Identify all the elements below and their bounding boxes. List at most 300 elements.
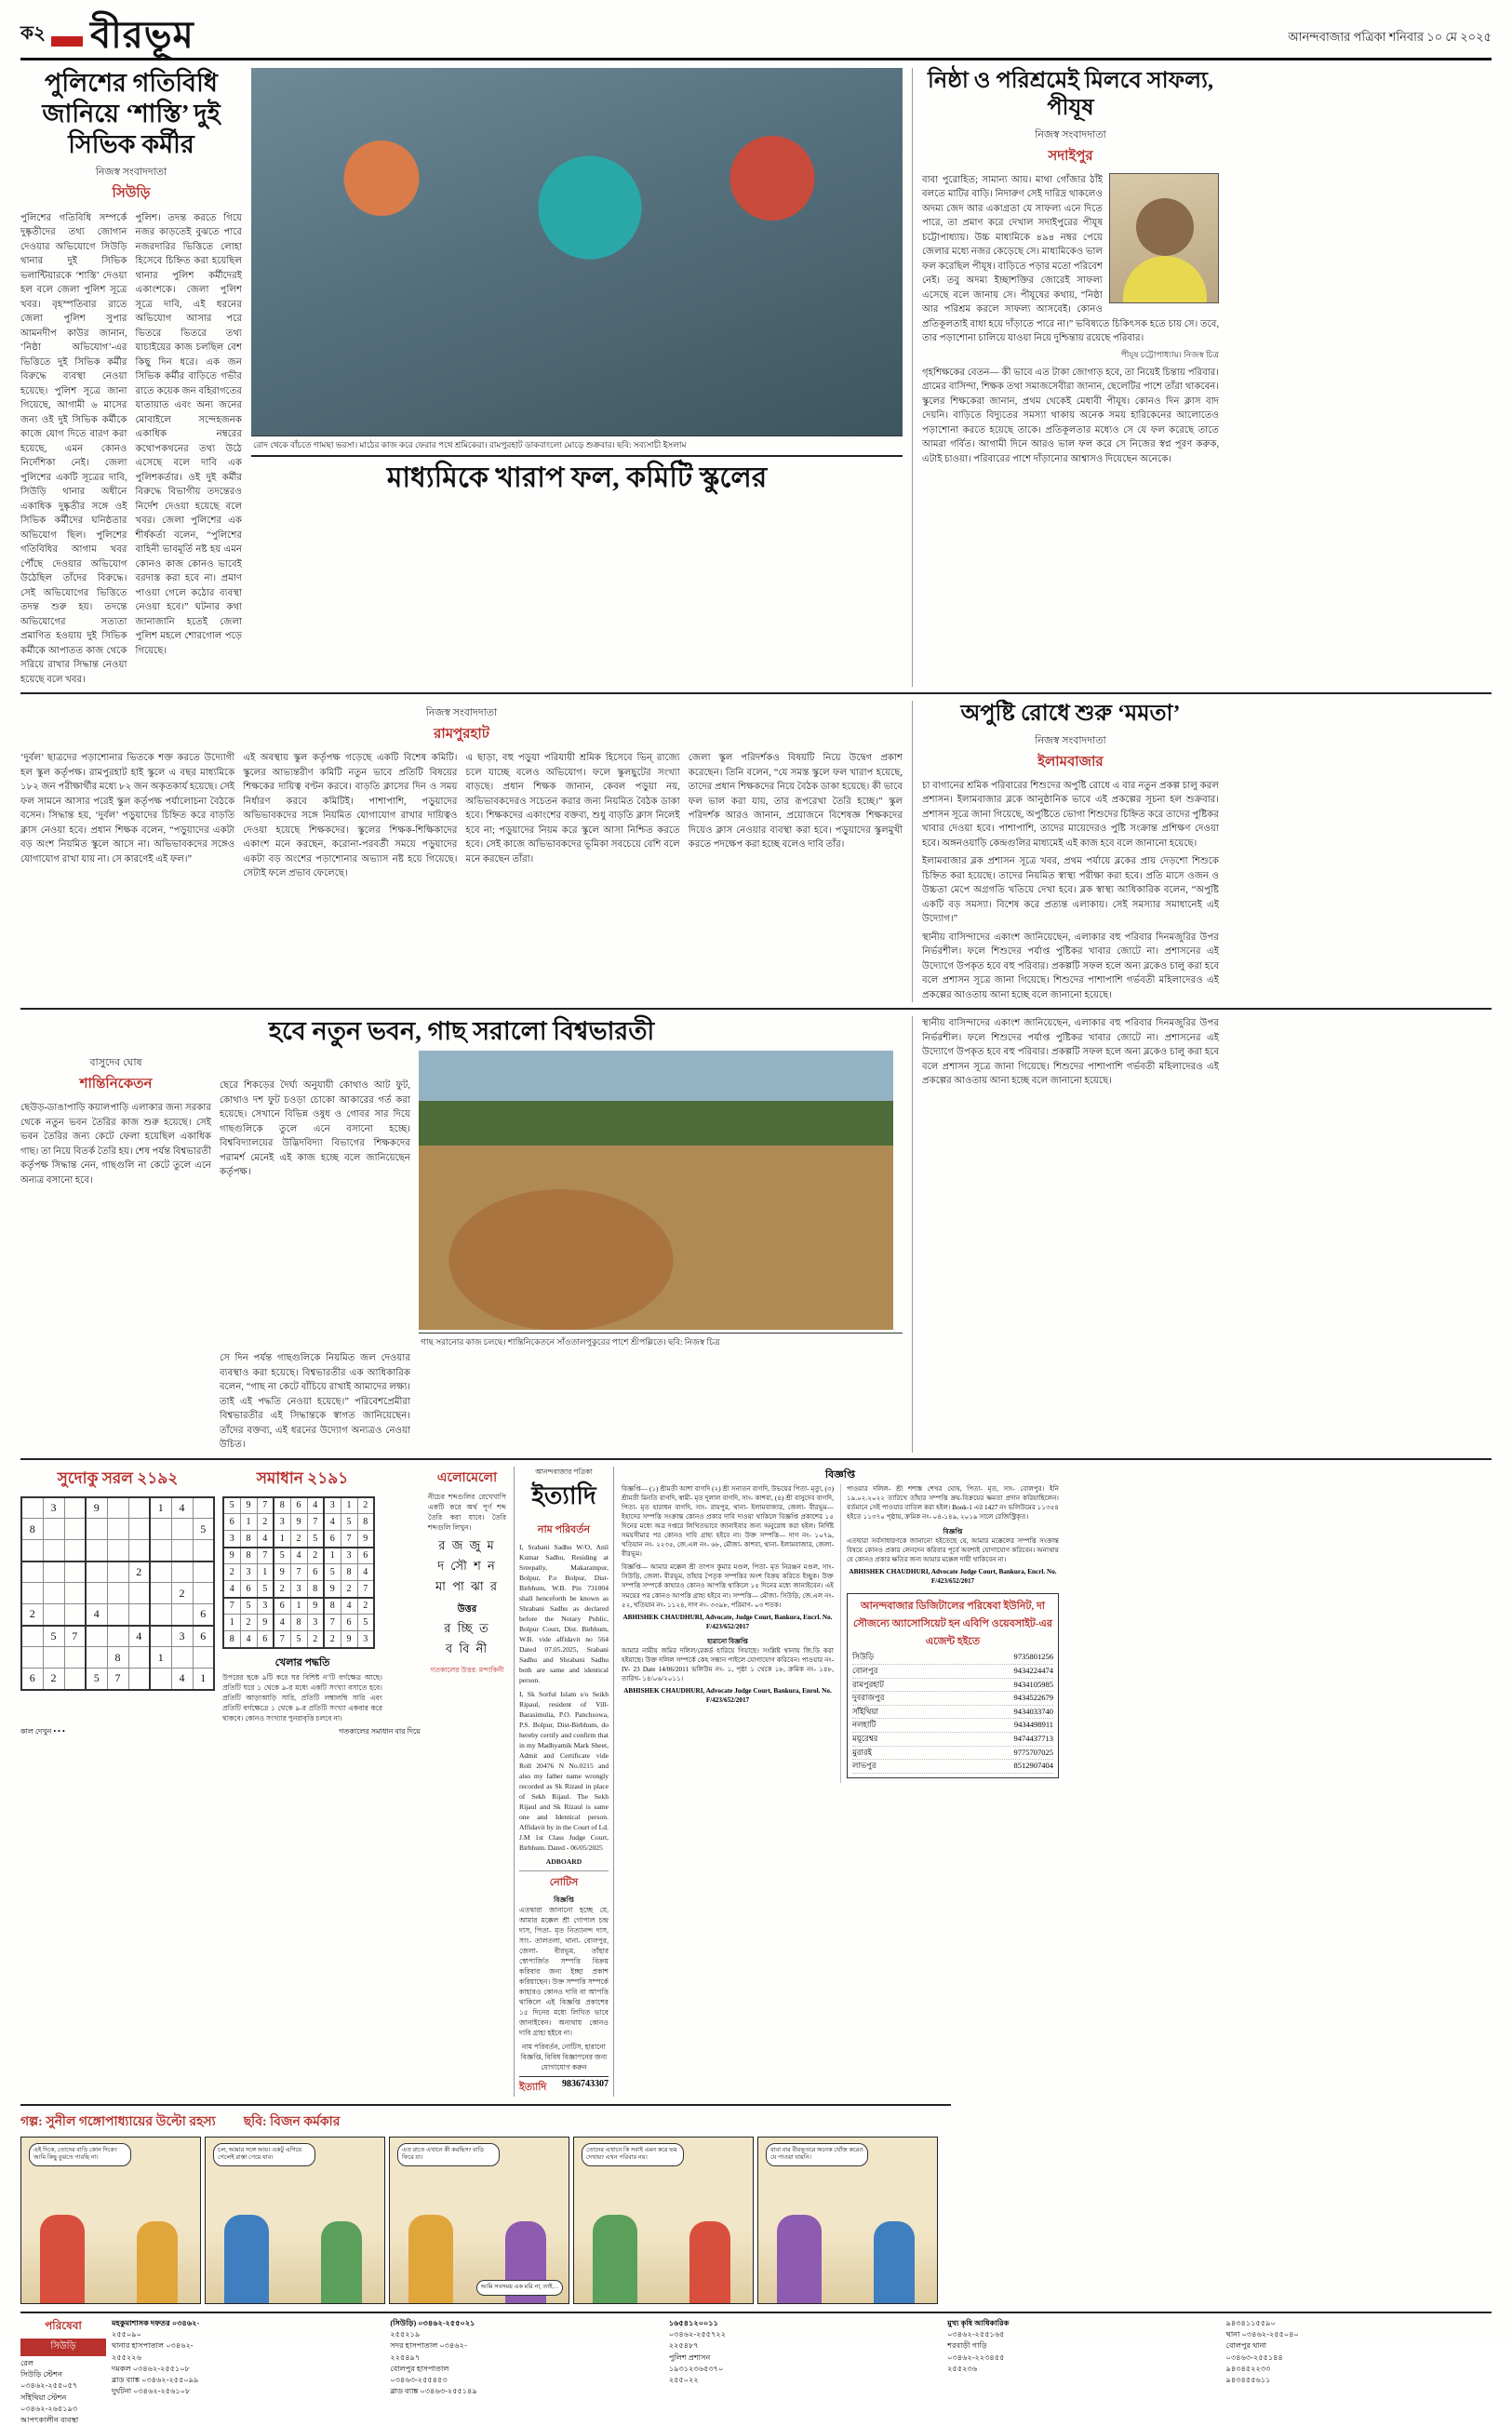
comic-figure [408, 2215, 453, 2303]
sudoku-cell[interactable] [64, 1669, 86, 1690]
sudoku-cell[interactable]: 2 [307, 1548, 324, 1564]
sudoku-cell[interactable] [43, 1647, 64, 1669]
service-line: ০৩৪৬২-২৫৫৭২২ [668, 2329, 727, 2339]
comic-panel [757, 2137, 938, 2304]
visva-col-2: ছেরে শিকড়ের দৈর্ঘ্য অনুযায়ী কোথাও আট ফুট, কোথাও দশ ফুট চওড়া চোকো আকারের গর্ত করা হয়েছে। সেখানে বিভিন্ন ওষুধ ও গোবর সার দিয়ে গাছগুলিকে তুলে এনে বসানো হচ্ছে। বিশ্ববিদ্যালয়ের উদ্ভিদবিদ্যা বিভাগের শিক্ষকদের পরামর্শ মেনেই এই কাজ হচ্ছে বলে জানিয়েছেন কর্তৃপক্ষ। [220, 1080, 410, 1178]
sudoku-cell[interactable]: 7 [341, 1531, 357, 1548]
sudoku-cell[interactable]: 4 [86, 1604, 107, 1626]
sudoku-cell[interactable]: 2 [274, 1581, 290, 1598]
sudoku-cell[interactable]: 1 [240, 1514, 257, 1531]
sudoku-cell[interactable] [171, 1519, 193, 1540]
pius-col-2: গৃহশিক্ষকের বেতন— কী ভাবে এত টাকা জোগাড় হবে, তা নিয়েই চিন্তায় পরিবার। গ্রামের বাসিন্দা, শিক্ষক তথা সমাজসেবীরা জানান, ছেলেটির পাশে তাঁরা থাকবেন। স্কুলের শিক্ষকেরা জানান, প্রথম থেকেই মেধাবী পীযূষ। কোনও দিন ক্লাস বাদ দেয়নি। বাড়িতে বিদ্যুতের সমস্যা থাকায় অনেক সময় হারিকেনের আলোতেও পড়াশোনা করতে হয়েছে তাকে। প্রতিকূলতার মধ্যেও সে যে ফল করেছে তাতে আমরা গর্বিত। আগামী দিনে আরও ভাল ফল করে সে নিজের স্বপ্ন পূরণ করুক, এটাই চাওয়া। পরিবারের পাশে দাঁড়ানোর আশ্বাসও দিয়েছেন অনেকে। [922, 367, 1219, 464]
sudoku-cell[interactable] [107, 1540, 128, 1561]
job-ad-place: নলহাটি [852, 1720, 876, 1730]
job-ad-phone[interactable]: 9434033740 [1013, 1706, 1053, 1716]
sudoku-cell[interactable] [21, 1583, 43, 1604]
sudoku-cell[interactable]: 3 [290, 1581, 307, 1598]
sudoku-row [223, 1615, 374, 1631]
service-line: ২২৫৪৮৭ [668, 2341, 699, 2351]
sudoku-row [223, 1631, 374, 1648]
sudoku-cell[interactable] [43, 1540, 64, 1561]
service-line: ১৯৩১২৩৬৫৩৭০ [668, 2364, 724, 2373]
job-ad-place: মুরারই [852, 1747, 872, 1757]
job-ad-row[interactable] [852, 1719, 1053, 1733]
sudoku-cell[interactable] [64, 1519, 86, 1540]
sudoku-cell[interactable] [171, 1604, 193, 1626]
sudoku-cell[interactable]: 6 [274, 1598, 290, 1615]
sudoku-cell[interactable] [150, 1669, 171, 1690]
sudoku-cell[interactable]: 5 [307, 1531, 324, 1548]
sudoku-cell[interactable]: 4 [341, 1598, 357, 1615]
service-column-head: মহকুমাশাসক দফতর ০৩৪৬২- [112, 2318, 200, 2327]
sudoku-cell[interactable]: 6 [223, 1514, 240, 1531]
sudoku-cell[interactable]: 7 [307, 1514, 324, 1531]
sudoku-cell[interactable]: 2 [357, 1598, 374, 1615]
sudoku-cell[interactable] [107, 1519, 128, 1540]
sudoku-cell[interactable]: 6 [290, 1497, 307, 1514]
sudoku-cell[interactable] [86, 1540, 107, 1561]
sudoku-cell[interactable]: 7 [324, 1615, 341, 1631]
job-ad-phone[interactable]: 8512907404 [1013, 1761, 1053, 1771]
job-ad-list[interactable] [852, 1651, 1053, 1773]
sudoku-cell[interactable]: 3 [223, 1531, 240, 1548]
comic-story-label: গল্প: সুনীল গঙ্গোপাধ্যায়ের উল্টো রহস্য [20, 2114, 216, 2129]
third-right-filler [912, 1016, 1219, 1453]
sudoku-cell[interactable]: 4 [257, 1531, 274, 1548]
sudoku-cell[interactable]: 1 [150, 1647, 171, 1669]
madhyamik-col-2: এই অবস্থায় স্কুল কর্তৃপক্ষ গড়েছে একটি বিশেষ কমিটি। স্কুলের আভ্যন্তরীণ কমিটি নতুন ভাবে প্রতিটি বিষয়ের শিক্ষকের দায়িত্ব বণ্টন করবে। বাড়তি ক্লাসের দিন ও সময় নির্ধারণ করবে কমিটিই। পাশাপাশি, পড়ুয়াদের অভিভাবকদের সঙ্গে নিয়মিত যোগাযোগ রাখার দায়িত্বও দেওয়া হয়েছে শিক্ষকদের। স্কুলের শিক্ষক-শিক্ষিকাদের একাংশ মনে করছেন, করোনা-পরবর্তী সময়ে পড়ুয়াদের একটা বড় অংশের পড়াশোনার অভ্যাস নষ্ট হয়ে গিয়েছে। সেটাই ফলে প্রভাব ফেলেছে। [243, 753, 458, 879]
police-byline: নিজস্ব সংবাদদাতা [95, 166, 167, 178]
service-line: থানার হাসপাতাল ০৩৪৬২- [112, 2341, 194, 2351]
ityadi-block [514, 1467, 614, 2097]
job-ad-row[interactable] [852, 1747, 1053, 1761]
sudoku-cell[interactable]: 9 [307, 1598, 324, 1615]
visva-photo-caption: গাছ সরানোর কাজ চলছে। শান্তিনিকেতনে সাঁওতালপুকুরের পাশে শ্রীপল্লিতে। ছবি: নিজস্ব চিত্র [419, 1333, 903, 1347]
sudoku-cell[interactable]: 8 [307, 1581, 324, 1598]
sudoku-cell[interactable]: 9 [357, 1531, 374, 1548]
sudoku-cell[interactable] [150, 1604, 171, 1626]
sudoku-cell[interactable]: 5 [357, 1615, 374, 1631]
story-pius [912, 68, 1219, 687]
sudoku-cell[interactable]: 8 [357, 1514, 374, 1531]
sudoku-row [223, 1564, 374, 1581]
sudoku-cell[interactable]: 7 [107, 1669, 128, 1690]
job-ad-place: সিউড়ি [852, 1652, 875, 1662]
bottom-section [20, 1467, 1492, 2097]
rules-text: উপরের ছকে ৯টি করে ঘর বিশিষ্ট ন’টি বর্গক্ষেত্র আছে। প্রতিটি ঘরে ১ থেকে ৯-র মধ্যে একটি সংখ্যা বসাতে হবে। প্রতিটি আড়াআড়ি সারি, প্রতিটি লম্বালম্বি সারি এবং প্রতিটি বর্গক্ষেত্রে ১ থেকে ৯-র প্রতিটি সংখ্যা একবার করে থাকবে। কোনও সংখ্যার পুনরাবৃত্তি চলবে না। [222, 1672, 382, 1722]
sudoku-cell[interactable] [171, 1561, 193, 1583]
sudoku-cell[interactable]: 4 [171, 1669, 193, 1690]
sudoku-cell[interactable]: 4 [290, 1548, 307, 1564]
sudoku-cell[interactable]: 4 [240, 1631, 257, 1648]
sudoku-cell[interactable]: 3 [43, 1497, 64, 1519]
sudoku-cell[interactable]: 6 [193, 1604, 214, 1626]
job-ad-phone[interactable]: 9474437713 [1013, 1734, 1053, 1743]
sudoku-cell[interactable]: 4 [274, 1615, 290, 1631]
sudoku-cell[interactable]: 6 [307, 1564, 324, 1581]
notice-advocate-2: ABHISHEK CHAUDHURI, Advocate Judge Court, Bankura, Enrol. No. F/423/652/2017 [623, 1687, 832, 1705]
sudoku-cell[interactable]: 2 [257, 1514, 274, 1531]
sudoku-cell[interactable] [64, 1647, 86, 1669]
sudoku-cell[interactable]: 2 [171, 1583, 193, 1604]
sudoku-cell[interactable]: 5 [86, 1669, 107, 1690]
sudoku-cell[interactable]: 5 [43, 1626, 64, 1647]
comic-figure [321, 2221, 362, 2303]
sudoku-cell[interactable]: 2 [21, 1604, 43, 1626]
job-ad-row[interactable] [852, 1665, 1053, 1679]
job-ad-phone[interactable]: 9735801256 [1013, 1652, 1053, 1662]
elomelo-word: র জ জু ম [438, 1537, 496, 1552]
masthead-title: বীরভূম [90, 14, 194, 56]
page-number: ক২ [20, 23, 46, 44]
sudoku-cell[interactable] [43, 1604, 64, 1626]
job-ad-phone[interactable]: 9434498911 [1013, 1720, 1053, 1730]
sudoku-cell[interactable]: 8 [240, 1548, 257, 1564]
sudoku-cell[interactable]: 5 [223, 1497, 240, 1514]
sudoku-cell[interactable]: 4 [307, 1497, 324, 1514]
service-line: ০৩৪৬২-২২৩৪৫৫ [947, 2352, 1005, 2362]
sudoku-row [21, 1626, 214, 1647]
service-line: সদর হাসপাতাল ০৩৪৬২- [390, 2341, 467, 2351]
job-ad-row[interactable] [852, 1679, 1053, 1693]
service-line: ০৩৪৬৩-২৫৫৪৫৩ [390, 2376, 448, 2385]
mid-section [20, 701, 1492, 1010]
sudoku-cell[interactable]: 3 [257, 1598, 274, 1615]
sudoku-cell[interactable] [128, 1604, 150, 1626]
sudoku-cell[interactable]: 5 [290, 1631, 307, 1648]
ityadi-notice: I, Srabani Sadhu W/O, Anil Kumar Sadhu, Residing at Sreepally, Makarampur, Bolpur, P.o Bolpur, Dist- Birbhum, W.B. Pin 731004 shall henceforth be known as Shrabani Sadhu as declared before the Notary Public, Bolpur Court, Dist. Birbhum, W.B. vide affidavit no 564 Dated 07.05.2025, Srabani Sadhu and Shrabani Sadhu both are same and identical person. [519, 1542, 609, 1684]
sudoku-cell[interactable]: 9 [274, 1564, 290, 1581]
job-ad-place: সাঁইথিয়া [852, 1706, 878, 1716]
service-column [947, 2318, 1212, 2426]
sudoku-cell[interactable]: 8 [290, 1615, 307, 1631]
sudoku-cell[interactable]: 3 [324, 1497, 341, 1514]
sudoku-cell[interactable]: 6 [240, 1581, 257, 1598]
sudoku-cell[interactable]: 2 [290, 1531, 307, 1548]
sudoku-cell[interactable]: 6 [357, 1548, 374, 1564]
police-headline: পুলিশের গতিবিধি জানিয়ে ‘শাস্তি’ দুই সিভিক কর্মীর [42, 69, 221, 158]
sudoku-cell[interactable] [86, 1583, 107, 1604]
ityadi-section2-title: নোটিস [519, 1870, 609, 1892]
comic-panel [20, 2137, 201, 2304]
masthead [20, 14, 1492, 60]
sudoku-cell[interactable] [107, 1561, 128, 1583]
sudoku-cell[interactable]: 1 [223, 1615, 240, 1631]
comic-strip [20, 2137, 951, 2304]
ityadi-section1-title: নাম পরিবর্তন [537, 1523, 591, 1535]
comic-panel [573, 2137, 754, 2304]
service-column-head: মুখ্য কৃষি আধিকারিক [947, 2318, 1010, 2327]
sudoku-cell[interactable] [86, 1647, 107, 1669]
sudoku-cell[interactable]: 6 [193, 1626, 214, 1647]
service-column [1226, 2318, 1492, 2426]
sudoku-cell[interactable] [193, 1583, 214, 1604]
madhyamik-headline: মাধ্যমিকে খারাপ ফল, কমিটি স্কুলের [386, 462, 768, 494]
service-line: ২২৫৪৯৭ [390, 2352, 421, 2362]
job-ad-row[interactable] [852, 1651, 1053, 1665]
service-col-0-line: সিউড়ি স্টেশন ০৩৪৬২-২৫৫০৫৭ [20, 2369, 78, 2391]
sudoku-cell[interactable]: 1 [290, 1598, 307, 1615]
sudoku-cell[interactable] [150, 1561, 171, 1583]
sudoku-cell[interactable]: 4 [324, 1514, 341, 1531]
sudoku-cell[interactable] [107, 1497, 128, 1519]
sudoku-cell[interactable]: 3 [341, 1548, 357, 1564]
sudoku-cell[interactable] [43, 1519, 64, 1540]
notices-block [622, 1467, 1059, 2097]
service-line: ২৫৫২২৬ [112, 2352, 141, 2362]
sudoku-cell[interactable] [21, 1626, 43, 1647]
sudoku-cell[interactable]: 4 [128, 1626, 150, 1647]
sudoku-cell[interactable]: 5 [324, 1564, 341, 1581]
sudoku-cell[interactable]: 3 [274, 1514, 290, 1531]
sudoku-cell[interactable] [128, 1647, 150, 1669]
sudoku-cell[interactable]: 2 [324, 1631, 341, 1648]
ityadi-title: ইত্যাদি [531, 1481, 596, 1509]
masthead-date: আনন্দবাজার পত্রিকা শনিবার ১০ মে ২০২৫ [1288, 30, 1492, 44]
comic-panel [205, 2137, 385, 2304]
pius-place: সদাইপুর [1048, 148, 1093, 164]
sudoku-cell[interactable]: 3 [171, 1626, 193, 1647]
sudoku-cell[interactable] [86, 1626, 107, 1647]
elomelo-answers-title: উত্তর [457, 1603, 477, 1615]
sudoku-cell[interactable]: 8 [341, 1564, 357, 1581]
sudoku-cell[interactable]: 9 [86, 1497, 107, 1519]
sudoku-row [223, 1548, 374, 1564]
sudoku-row [21, 1583, 214, 1604]
sudoku-cell[interactable] [128, 1669, 150, 1690]
service-line: ২৫৫২১৯ [390, 2329, 421, 2339]
visva-byline: বাসুদেব ঘোষ [89, 1057, 142, 1069]
sudoku-cell[interactable]: 6 [21, 1669, 43, 1690]
service-line: ২৫৫২৩৬ [947, 2364, 978, 2373]
sudoku-row [223, 1497, 374, 1514]
sudoku-cell[interactable] [107, 1604, 128, 1626]
sudoku-cell[interactable]: 2 [223, 1564, 240, 1581]
comic-figure [40, 2215, 85, 2303]
elomelo-title: এলোমেলো [436, 1470, 498, 1485]
job-ad-row[interactable] [852, 1760, 1053, 1774]
sudoku-cell[interactable]: 8 [223, 1631, 240, 1648]
sudoku-cell[interactable]: 3 [357, 1631, 374, 1648]
pius-headline: নিষ্ঠা ও পরিশ্রমেই মিলবে সাফল্য, পীযূষ [928, 69, 1213, 121]
sudoku-cell[interactable] [193, 1540, 214, 1561]
story-police [20, 68, 242, 687]
sudoku-cell[interactable] [193, 1647, 214, 1669]
ityadi-footer-label: ইত্যাদি [519, 2081, 547, 2093]
service-column-head: ১৬৫৪১২০০১১ [668, 2318, 718, 2327]
sudoku-cell[interactable] [150, 1540, 171, 1561]
sudoku-cell[interactable]: 8 [21, 1519, 43, 1540]
police-place: সিউড়ি [112, 185, 151, 201]
sudoku-cell[interactable] [64, 1561, 86, 1583]
sudoku-cell[interactable]: 9 [257, 1615, 274, 1631]
sudoku-cell[interactable] [86, 1519, 107, 1540]
sudoku-row [21, 1647, 214, 1669]
pius-byline: নিজস্ব সংবাদদাতা [1035, 128, 1106, 141]
mamata-byline: নিজস্ব সংবাদদাতা [1035, 734, 1106, 746]
sudoku-cell[interactable] [150, 1519, 171, 1540]
main-photo [251, 68, 903, 436]
sudoku-cell[interactable]: 1 [324, 1548, 341, 1564]
sudoku-cell[interactable] [107, 1626, 128, 1647]
visva-place: শান্তিনিকেতন [79, 1077, 153, 1092]
service-column [669, 2318, 934, 2426]
sudoku-cell[interactable]: 9 [240, 1497, 257, 1514]
sudoku-cell[interactable] [21, 1497, 43, 1519]
service-col-0-line: সাঁইথিয়া স্টেশন ০৩৪৬২-২৬৫১৯৩ [20, 2392, 78, 2413]
sudoku-cell[interactable]: 9 [290, 1514, 307, 1531]
madhyamik-col-4: জেলা স্কুল পরিদর্শকও বিষয়টি নিয়ে উদ্বেগ প্রকাশ করেছেন। তিনি বলেন, “যে সমস্ত স্কুলে ফল খারাপ হয়েছে, তাদের প্রধান শিক্ষকদের নিয়ে বৈঠক ডাকা হয়েছে। কী ভাবে ফল ভাল করা যায়, তার রূপরেখা তৈরি হচ্ছে।” স্কুল পরিদর্শক আরও জানান, প্রয়োজনে বিশেষজ্ঞ শিক্ষকদের দিয়েও ক্লাস নেওয়ার ব্যবস্থা করা হবে। পড়ুয়াদের স্কুলমুখী করতে পদক্ষেপ করা হচ্ছে বলেও দাবি তাঁর। [688, 753, 903, 851]
service-line: ৯৪৩৪৫২২৩৩ [1225, 2364, 1271, 2373]
sudoku-cell[interactable]: 1 [274, 1531, 290, 1548]
sudoku-cell[interactable]: 1 [150, 1497, 171, 1519]
sudoku-row [223, 1581, 374, 1598]
sudoku-cell[interactable] [64, 1540, 86, 1561]
notices-title: বিজ্ঞপ্তি [825, 1468, 855, 1481]
ityadi-section2-sub: বিজ্ঞপ্তি [553, 1895, 575, 1904]
police-col-2: পুলিশ। তদন্ত করতে গিয়ে নজর কাড়তেই বুঝতে পারে নজরদারির ভিত্তিতে লোহা হিসেবে চিহ্নিত করা হয়েছিল থানার পুলিশ কর্মীদেরই একাংশকে। জেলা পুলিশ সূত্রে দাবি, এই ধরনের অভিযোগ আসার পরে ভিতরে ভিতরে তথ্য যাচাইয়ের কাজ চলছিল বেশ কিছু দিন ধরে। এক জন সিভিক কর্মীর বাড়িতে গভীর রাতে কয়েক জন বহিরাগতের যাতায়াত এবং অন্য জনের মোবাইলে সন্দেহজনক একাধিক নম্বরের কথোপকথনের তথ্য উঠে এসেছে বলে দাবি এক পুলিশকর্তার। ওই দুই কর্মীর বিরুদ্ধে বিভাগীয় তদন্তেরও নির্দেশ দেওয়া হয়েছে বলে খবর। জেলা পুলিশের এক শীর্ষকর্তা বলেন, “পুলিশের বাহিনী ভাবমূর্তি নষ্ট হয় এমন কোনও কাজ কোনও ভাবেই বরদাস্ত করা হবে না। প্রমাণ পাওয়া গেলে কঠোর ব্যবস্থা নেওয়া হবে।” ঘটনার কথা জানাজানি হতেই জেলা পুলিশ মহলে শোরগোল পড়ে গিয়েছে। [135, 212, 242, 656]
service-line: ২৫৫০৯০ [112, 2329, 141, 2339]
job-ad-phone[interactable]: 9434224474 [1013, 1666, 1053, 1676]
sudoku-cell[interactable]: 6 [341, 1615, 357, 1631]
comic-figure [874, 2221, 915, 2303]
sudoku-row [223, 1531, 374, 1548]
sudoku-cell[interactable] [193, 1497, 214, 1519]
sudoku-cell[interactable]: 4 [223, 1581, 240, 1598]
sudoku-cell[interactable]: 7 [257, 1548, 274, 1564]
sudoku-cell[interactable]: 4 [357, 1564, 374, 1581]
job-ad-phone[interactable]: 9434105985 [1013, 1679, 1053, 1689]
mamata-col-2: ইলামবাজার ব্লক প্রশাসন সূত্রে খবর, প্রথম পর্যায়ে ব্লকের প্রায় দেড়শো শিশুকে চিহ্নিত করা হয়েছে। তাদের নিয়মিত স্বাস্থ্য পরীক্ষা করা হবে। প্রতি মাসে ওজন ও উচ্চতা মেপে অগ্রগতি খতিয়ে দেখা হবে। ব্লক স্বাস্থ্য আধিকারিক বলেন, “অপুষ্টি একটি বড় সমস্যা। বিশেষ করে প্রত্যন্ত এলাকায়। সেই সমস্যার সমাধানেই এই উদ্যোগ।” [922, 856, 1219, 925]
sudoku-cell[interactable] [21, 1561, 43, 1583]
sudoku-cell[interactable]: 9 [341, 1631, 357, 1648]
sudoku-cell[interactable] [128, 1583, 150, 1604]
sudoku-cell[interactable] [150, 1583, 171, 1604]
service-line: থানা ০৩৪৬২-২৫৫০৪০ [1225, 2329, 1299, 2339]
mamata-col-3: স্থানীয় বাসিন্দাদের একাংশ জানিয়েছেন, এলাকার বহু পরিবার দিনমজুরির উপর নির্ভরশীল। ফলে শিশুদের পর্যাপ্ত পুষ্টিকর খাবার জোটে না। প্রশাসনের এই উদ্যোগে উপকৃত হবে বহু পরিবার। প্রকল্পটি সফল হলে অন্য ব্লকেও চালু করা হবে বলে প্রশাসন সূত্রে জানা গিয়েছে। শিশুদের পাশাপাশি গর্ভবতী মহিলাদেরও এই প্রকল্পের আওতায় আনা হচ্ছে বলে জানানো হয়েছে। [922, 932, 1219, 1000]
comic-figure [137, 2221, 178, 2303]
sudoku-cell[interactable]: 8 [107, 1647, 128, 1669]
sudoku-cell[interactable]: 2 [43, 1669, 64, 1690]
sudoku-cell[interactable]: 5 [341, 1514, 357, 1531]
comic-speech-bubble: তোদের এখানে কি সবাই এমন করে ভয় দেখায়? এখন পরিবার নয়। [582, 2143, 684, 2166]
sudoku-cell[interactable]: 9 [223, 1548, 240, 1564]
pius-photo-caption: পীযূষ চট্টোপাধ্যায়। নিজস্ব চিত্র [1120, 349, 1219, 359]
service-footer [20, 2312, 1492, 2426]
sudoku-row [223, 1598, 374, 1615]
job-ad-row[interactable] [852, 1706, 1053, 1720]
notice-col-1: বিজ্ঞপ্তি— (১) শ্রীমতী আশা বাগদি (২) শ্রী সনাতন বাগদি, উভয়ের পিতা- মৃত্যু, (৩) শ্রীমতী মিনতি বাগদি, স্বামী- মৃত দুলাল বাগদি, সাং- কাশবা, (৪) শ্রী বাসুদেব বাগদি, পিতা- মৃত হারাধন বাগদি, সাং- রায়পুর, থানা- ইলামবাজার, জেলা- বীরভূম— ইহাদের সম্পত্তি সংক্রান্ত কোনও প্রকার দাবি দাওয়া থাকিলে বিজ্ঞপ্তি প্রকাশের ১৫ দিনের মধ্যে অত্র দপ্তরে লিখিতভাবে জানাইবার জন্য অনুরোধ করা হইল। নির্দিষ্ট সময়সীমার পর কোনও দাবি গ্রাহ্য হইবে না। উক্ত সম্পত্তি— দাগ নং- ১০৭৯, খতিয়ান নং- ২২৩৫, জে.এল নং- ৬৮, মৌজা- কাশবা, থানা- ইলামবাজার, জেলা- বীরভূম। [622, 1484, 834, 1559]
job-ad-phone[interactable]: 9775707025 [1013, 1747, 1053, 1757]
sudoku-cell[interactable] [193, 1561, 214, 1583]
sudoku-cell[interactable]: 7 [257, 1497, 274, 1514]
job-ad-place: দুবরাজপুর [852, 1693, 885, 1703]
sudoku-cell[interactable]: 8 [324, 1598, 341, 1615]
sudoku-cell[interactable] [64, 1604, 86, 1626]
comic-figure [777, 2215, 822, 2303]
sudoku-cell[interactable]: 1 [257, 1564, 274, 1581]
sudoku-cell[interactable] [150, 1626, 171, 1647]
ityadi-section2-text: এতদ্বারা জানানো হচ্ছে যে, আমার মক্কেল শ্রী গোপাল চন্দ্র দাস, পিতা- মৃত নিত্যানন্দ দাস, সাং- তালতলা, থানা- বোলপুর, জেলা- বীরভূম, তাঁহার স্বোপার্জিত সম্পত্তি বিক্রয় করিবার জন্য ইচ্ছা প্রকাশ করিয়াছেন। উক্ত সম্পত্তি সম্পর্কে কাহারও কোনও দাবি বা আপত্তি থাকিলে এই বিজ্ঞপ্তি প্রকাশের ১৫ দিনের মধ্যে লিখিত ভাবে জানাইবেন। অন্যথায় কোনও দাবি গ্রাহ্য হইবে না। [519, 1905, 609, 2037]
service-column-head: (সিউড়ি) ০৩৪৬২-২৫৫০২১ [390, 2318, 475, 2327]
sudoku-cell[interactable]: 5 [274, 1548, 290, 1564]
elomelo-word: দ সৌ শ ন [437, 1558, 497, 1573]
sudoku-cell[interactable]: 4 [171, 1497, 193, 1519]
sudoku-cell[interactable] [43, 1561, 64, 1583]
job-ad-place: ময়ূরেশ্বর [852, 1734, 878, 1743]
visva-headline: হবে নতুন ভবন, গাছ সরালো বিশ্বভারতী [268, 1017, 655, 1046]
sudoku-footer-right: গতকালের সমাধান বার দিয়ে [339, 1726, 421, 1736]
sudoku-cell[interactable]: 3 [240, 1564, 257, 1581]
ityadi-footer-phone[interactable]: 9836743307 [562, 2078, 609, 2089]
sudoku-cell[interactable] [107, 1583, 128, 1604]
sudoku-cell[interactable]: 2 [240, 1615, 257, 1631]
sudoku-cell[interactable]: 7 [290, 1564, 307, 1581]
sudoku-cell[interactable] [21, 1647, 43, 1669]
sudoku-cell[interactable]: 2 [357, 1497, 374, 1514]
comic-speech-bubble: চল, আমার সঙ্গে আয়। একটু এগিয়ে গেলেই রাস্তা পেয়ে যাব। [213, 2143, 315, 2166]
sudoku-cell[interactable] [128, 1540, 150, 1561]
service-line: বোলপুর হাসপাতাল [390, 2364, 449, 2373]
job-ad-row[interactable] [852, 1733, 1053, 1747]
service-column [112, 2318, 377, 2426]
notice-col-3: আমার নামীয় জমির দলিল/রেকর্ড হারিয়ে গিয়াছে। সংশ্লিষ্ট থানায় জি.ডি করা হইয়াছে। উক্ত দলিল সম্পর্কে কেহ সন্ধান পাইলে যোগাযোগ করিবেন। পাওয়ার নং- IV- 23 Date 14/06/2011 ভলিউম নং- ১, পৃষ্ঠা ১ থেকে ১৮, ক্রমিক নং- ১৪৮, তারিখ- ১৪/০৬/২০১১। [622, 1646, 834, 1683]
pius-col-1: বাবা পুরোহিত; সামান্য আয়। মাথা গোঁজার ঠাঁই বলতে মাটির বাড়ি। নিদারুণ সেই দারিদ্র থাকলেও অদম্য জেদ আর একাগ্রতা যে সাফল্য এনে দিতে পারে, তা প্রমাণ করে দেখাল সদাইপুরের পীযূষ চট্টোপাধ্যায়। উচ্চ মাধ্যমিকে ৪৯৪ নম্বর পেয়ে জেলার মধ্যে নজর কেড়েছে সে। মাধ্যমিকেও ভাল ফল করেছিল পীযূষ। বাড়িতে পড়ার মতো পরিবেশ নেই। তবু অদম্য ইচ্ছাশক্তির জোরেই সাফল্য এসেছে বলে জানায় সে। পীযূষের কথায়, “নিষ্ঠা আর পরিশ্রম করলে সাফল্য আসবেই। কোনও প্রতিকূলতাই বাধা হয়ে দাঁড়াতে পারে না।” ভবিষ্যতে চিকিৎসক হতে চায় সে। তবে, তার পড়াশোনা চালিয়ে যাওয়া নিয়ে দুশ্চিন্তায় রয়েছে পরিবার। [922, 174, 1219, 344]
sudoku-cell[interactable]: 7 [274, 1631, 290, 1648]
sudoku-title: সুদোকু সরল ২১৯২ [57, 1468, 179, 1487]
sudoku-cell[interactable]: 3 [307, 1615, 324, 1631]
sudoku-grid[interactable] [20, 1496, 215, 1691]
sudoku-cell[interactable] [171, 1647, 193, 1669]
sudoku-cell[interactable]: 8 [240, 1531, 257, 1548]
job-ad-phone[interactable]: 9434522679 [1013, 1693, 1053, 1703]
elomelo-block [428, 1467, 506, 2097]
sudoku-cell[interactable]: 6 [257, 1631, 274, 1648]
ityadi-notice: I, Sk Sorful Islam s/o Seikh Ripaul, resident of Vill-Barasimulia, P.O. Panchsowa, P.S. Bolpur, Dist-Birbhum, do hereby certify and confirm that in my Madhyamik Mark Sheet, Admit and Certificate vide Roll 20476 N No.0215 and also my father name wrongly recorded as Sk Rizaul in place of Sekh Rijaul. The Sekh Rijaul and Sk Rizaul is same one and Identical person. Affidavit by in the Court of Ld. J.M 1st Class Judge Court, Birbhum. Dated - 06/05/2025 [519, 1689, 609, 1852]
sudoku-cell[interactable] [21, 1540, 43, 1561]
sudoku-cell[interactable]: 7 [223, 1598, 240, 1615]
service-line: ৯৪৩৪১১৫৫৯০ [1225, 2318, 1276, 2327]
sudoku-cell[interactable]: 6 [324, 1531, 341, 1548]
service-line: দমকল ০৩৪৬২-২৫৫১০৮ [112, 2364, 190, 2373]
sudoku-cell[interactable] [43, 1583, 64, 1604]
sudoku-cell[interactable]: 5 [257, 1581, 274, 1598]
sudoku-cell[interactable] [128, 1497, 150, 1519]
sudoku-cell[interactable]: 2 [128, 1561, 150, 1583]
sudoku-cell[interactable] [64, 1583, 86, 1604]
puzzle-area [20, 1467, 421, 2097]
job-ad-title: আনন্দবাজার ডিজিটালের পরিষেবা ইউনিট, দা সৌজন্যে অ্যাসোসিয়েট হন এবিপি ওয়েবসাইট-এর এজেন্ট হইতে [853, 1601, 1052, 1648]
sudoku-cell[interactable] [64, 1497, 86, 1519]
sudoku-cell[interactable]: 5 [193, 1519, 214, 1540]
sudoku-cell[interactable]: 7 [64, 1626, 86, 1647]
sudoku-cell[interactable] [86, 1561, 107, 1583]
sudoku-cell[interactable]: 2 [307, 1631, 324, 1648]
mamata-col-overflow: স্থানীয় বাসিন্দাদের একাংশ জানিয়েছেন, এলাকার বহু পরিবার দিনমজুরির উপর নির্ভরশীল। ফলে শিশুদের পর্যাপ্ত পুষ্টিকর খাবার জোটে না। প্রশাসনের এই উদ্যোগে উপকৃত হবে বহু পরিবার। প্রকল্পটি সফল হলে অন্য ব্লকেও চালু করা হবে বলে প্রশাসন সূত্রে জানা গিয়েছে। শিশুদের পাশাপাশি গর্ভবতী মহিলাদেরও এই প্রকল্পের আওতায় আনা হচ্ছে বলে জানানো হয়েছে। [922, 1018, 1219, 1087]
sudoku-cell[interactable]: 7 [357, 1581, 374, 1598]
sudoku-cell[interactable] [128, 1519, 150, 1540]
sudoku-cell[interactable] [171, 1540, 193, 1561]
sudoku-cell[interactable]: 9 [324, 1581, 341, 1598]
sudoku-cell[interactable]: 1 [341, 1497, 357, 1514]
sudoku-cell[interactable]: 8 [274, 1497, 290, 1514]
sudoku-cell[interactable]: 2 [341, 1581, 357, 1598]
job-ad-row[interactable] [852, 1692, 1053, 1706]
sudoku-cell[interactable]: 5 [240, 1598, 257, 1615]
elomelo-answer: ব বি নী [445, 1642, 489, 1656]
madhyamik-place: রামপুরহাট [434, 727, 489, 743]
sudoku-cell[interactable]: 1 [193, 1669, 214, 1690]
